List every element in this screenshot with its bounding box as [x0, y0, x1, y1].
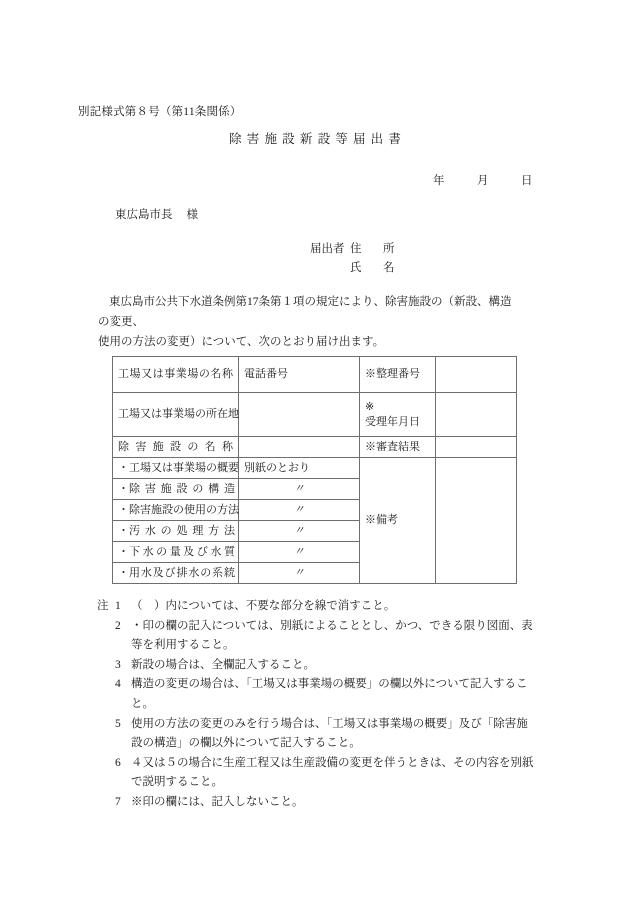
row-marked-value-review-result[interactable] [436, 437, 517, 458]
row-label-sewage-volume-quality [113, 542, 239, 563]
submitter-label: 届出者 [310, 243, 345, 255]
note-line: で説明すること。 [131, 776, 223, 789]
note-item [97, 617, 537, 656]
row-value-facility-address[interactable] [239, 393, 360, 437]
body-paragraph [98, 292, 522, 352]
row-label-text: 汚水の処理方法 [129, 524, 235, 537]
note-number: 2 [115, 619, 121, 632]
row-value-wastewater-treatment[interactable]: 〃 [239, 521, 360, 542]
note-line: 等を利用すること。 [131, 639, 235, 652]
table-row [113, 458, 517, 479]
row-label-facility-structure [113, 479, 239, 500]
addressee-honorific: 様 [186, 209, 198, 221]
note-item [97, 597, 537, 617]
row-label-facility-outline [113, 458, 239, 479]
note-item [97, 715, 537, 754]
declaration-table [112, 356, 517, 584]
row-label-text: 除害施設の構造 [129, 482, 235, 495]
row-label-water-drainage-system [113, 563, 239, 584]
bullet-marker: ・ [118, 482, 129, 495]
note-line: 構造の変更の場合は、「工場又は事業場の概要」の欄以外について記入するこ [131, 678, 528, 691]
row-marked-label-reference-number: ※整理番号 [360, 357, 436, 393]
bullet-marker: ・ [118, 545, 129, 558]
row-label-facility-address: 工場又は事業場の所在地 [113, 393, 239, 437]
form-number: 別記様式第８号（第11条関係） [78, 106, 242, 118]
note-line: ※印の欄には、記入しないこと。 [131, 795, 304, 808]
row-label-usage-method [113, 500, 239, 521]
row-value-water-drainage-system[interactable]: 〃 [239, 563, 360, 584]
submitter-name-row [310, 259, 400, 278]
bullet-marker: ・ [118, 461, 129, 474]
note-number: 1 [115, 600, 121, 612]
row-value-usage-method[interactable]: 〃 [239, 500, 360, 521]
row-value-treatment-facility-name[interactable] [239, 437, 360, 458]
notes-heading: 注 [97, 600, 109, 612]
row-marked-value-receipt-date[interactable] [436, 393, 517, 437]
row-marked-label-review-result: ※審査結果 [360, 437, 436, 458]
body-paragraph-line-1: 東広島市公共下水道条例第17条第１項の規定により、除害施設の（新設、構造の変更、 [98, 296, 512, 328]
date-month-label: 月 [477, 175, 489, 187]
addressee-name: 東広島市長 [115, 209, 173, 221]
date-year-label: 年 [433, 175, 445, 187]
note-number: 5 [115, 717, 121, 730]
note-line: 新設の場合は、全欄記入すること。 [131, 658, 315, 671]
note-number: 3 [115, 658, 121, 671]
table-row [113, 437, 517, 458]
submitter-address-label: 住 所 [350, 243, 400, 255]
submitter-block [310, 240, 400, 278]
note-item [97, 656, 537, 676]
row-label-facility-name: 工場又は事業場の名称 [113, 357, 239, 393]
table-row [113, 357, 517, 393]
bullet-marker: ・ [118, 503, 129, 516]
bullet-marker: ・ [118, 566, 129, 579]
row-label-text: 下水の量及び水質 [129, 545, 235, 558]
submitter-name-label: 氏 名 [350, 262, 400, 274]
row-value-sewage-volume-quality[interactable]: 〃 [239, 542, 360, 563]
note-line: 使用の方法の変更のみを行う場合は、「工場又は事業場の概要」及び「除害施 [131, 717, 528, 730]
row-value-facility-outline[interactable]: 別紙のとおり [239, 458, 360, 479]
bullet-marker: ・ [118, 524, 129, 537]
note-line: 設の構造」の欄以外について記入すること。 [131, 737, 361, 750]
note-line: ・印の欄の記入については、別紙によることとし、かつ、できる限り図面、表 [131, 619, 533, 632]
row-label-text: 用水及び排水の系統 [129, 566, 235, 579]
row-label-treatment-facility-name: 除害施設の名称 [113, 437, 239, 458]
document-title: 除害施設新設等届出書 [229, 132, 407, 146]
note-item [97, 793, 537, 813]
remark-label-cell: ※備考 [360, 458, 436, 584]
addressee [115, 206, 198, 222]
receipt-mark: ※ [365, 400, 375, 413]
row-label-text: 工場又は事業場の概要 [129, 461, 239, 474]
note-number: 7 [115, 795, 121, 808]
row-value-facility-structure[interactable]: 〃 [239, 479, 360, 500]
row-value-phone-number[interactable]: 電話番号 [239, 357, 360, 393]
note-line: （ ）内については、不要な部分を線で消すこと。 [131, 600, 396, 612]
table-row [113, 393, 517, 437]
notes-list [97, 597, 537, 813]
note-item [97, 754, 537, 793]
date-day-label: 日 [521, 175, 533, 187]
notes-section [97, 597, 537, 813]
row-marked-value-reference-number[interactable] [436, 357, 517, 393]
note-line: と。 [131, 697, 154, 710]
note-item [97, 675, 537, 714]
note-number: 6 [115, 756, 121, 769]
remark-value-cell[interactable] [436, 458, 517, 584]
row-marked-label-receipt-date [360, 393, 436, 437]
note-number: 4 [115, 678, 121, 691]
row-label-wastewater-treatment [113, 521, 239, 542]
row-label-text: 除害施設の使用の方法 [129, 503, 239, 516]
note-line: ４又は５の場合に生産工程又は生産設備の変更を伴うときは、その内容を別紙 [131, 756, 534, 769]
submitter-address-row [310, 240, 400, 259]
body-paragraph-line-2: 使用の方法の変更）について、次のとおり届け出ます。 [98, 336, 385, 348]
receipt-date-label: 受理年月日 [365, 415, 420, 428]
